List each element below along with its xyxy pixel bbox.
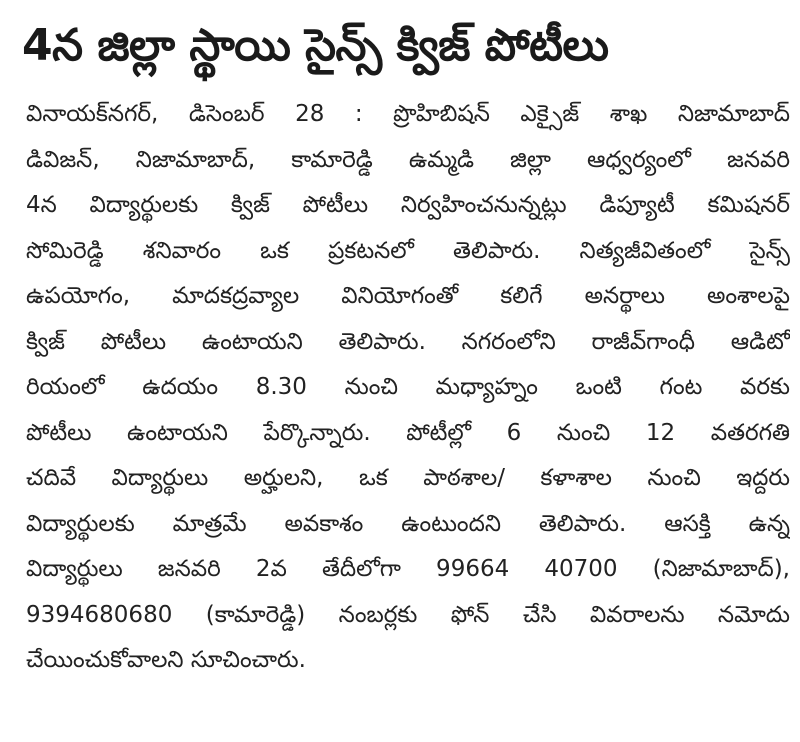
article-headline: 4న జిల్లా స్థాయి సైన్స్ క్విజ్ పోటీలు — [22, 20, 609, 71]
article-line: చదివే విద్యార్థులు అర్హులని, ఒక పాఠశాల/ కళాశాల నుంచి ఇద్దరు — [26, 465, 790, 491]
article-line: డివిజన్, నిజామాబాద్, కామారెడ్డి ఉమ్మడి జిల్లా ఆధ్వర్యంలో జనవరి — [26, 146, 790, 173]
article-body — [26, 92, 790, 684]
article-line: వినాయక్‌నగర్, డిసెంబర్ 28 : ప్రొహిబిషన్ ఎక్సైజ్ శాఖ నిజామాబాద్ — [26, 101, 790, 127]
article-line: రియంలో ఉదయం 8.30 నుంచి మధ్యాహ్నం ఒంటి గంట వరకు — [26, 374, 790, 400]
article-line: 4న విద్యార్థులకు క్విజ్ పోటీలు నిర్వహించనున్నట్లు డిప్యూటీ కమిషనర్ — [26, 192, 790, 218]
article-line: సోమిరెడ్డి శనివారం ఒక ప్రకటనలో తెలిపారు. నిత్యజీవితంలో సైన్స్ — [26, 237, 790, 264]
article-line: 9394680680 (కామారెడ్డి) నంబర్లకు ఫోన్ చేసి వివరాలను నమోదు — [26, 601, 790, 628]
article-line: విద్యార్థులు జనవరి 2వ తేదీలోగా 99664 40700 (నిజామాబాద్), — [26, 556, 790, 582]
article-line: పోటీలు ఉంటాయని పేర్కొన్నారు. పోటీల్లో 6 నుంచి 12 వతరగతి — [26, 419, 790, 446]
article-line: ఉపయోగం, మాదకద్రవ్యాల వినియోగంతో కలిగే అనర్థాలు అంశాలపై — [26, 283, 790, 309]
article-line: విద్యార్థులకు మాత్రమే అవకాశం ఉంటుందని తెలిపారు. ఆసక్తి ఉన్న — [26, 510, 790, 537]
article-line: చేయించుకోవాలని సూచించారు. — [26, 647, 306, 673]
article-line: క్విజ్ పోటీలు ఉంటాయని తెలిపారు. నగరంలోని రాజీవ్‌గాంధీ ఆడిటో — [26, 328, 790, 355]
